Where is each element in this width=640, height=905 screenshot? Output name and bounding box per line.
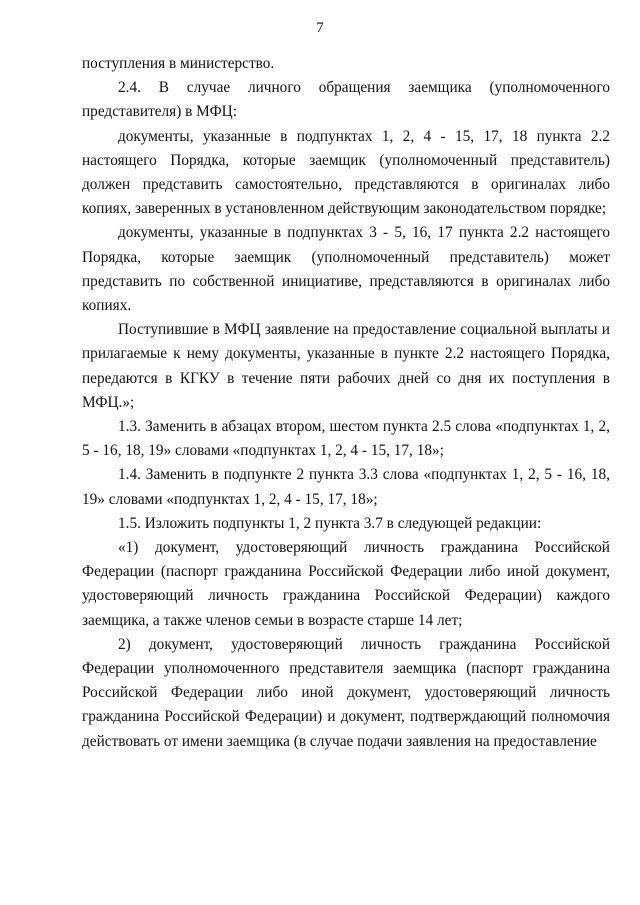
paragraph-mfc-transfer: Поступившие в МФЦ заявление на предоставление социальной выплаты и прилагаемые к нему документы, указанные в пункте 2.2 настоящего Порядка, передаются в КГКУ в течение пяти рабочих дней со дня их поступления в МФЦ.»; bbox=[82, 321, 610, 411]
paragraph-1-3: 1.3. Заменить в абзацах втором, шестом пункта 2.5 слова «подпунктах 1, 2, 5 - 16, 18, 19» словами «подпунктах 1, 2, 4 - 15, 17, 18»; bbox=[82, 418, 610, 460]
paragraph-2-4: 2.4. В случае личного обращения заемщика (уполномоченного представителя) в МФЦ: bbox=[82, 79, 610, 121]
page-number: 7 bbox=[316, 20, 324, 36]
document-body bbox=[82, 52, 610, 754]
paragraph-documents-optional: документы, указанные в подпунктах 3 - 5, 16, 17 пункта 2.2 настоящего Порядка, которые заемщик (уполномоченный представитель) может представить по собственной инициативе, представляются в оригиналах либо копиях. bbox=[82, 224, 610, 315]
paragraph-1-5: 1.5. Изложить подпункты 1, 2 пункта 3.7 в следующей редакции: bbox=[118, 514, 542, 532]
paragraph-subitem-2: 2) документ, удостоверяющий личность гражданина Российской Федерации уполномоченного представителя заемщика (паспорт гражданина Российской Федерации либо иной документ, удостоверяющий личность гражданина Российской Федерации) и документ, подтверждающий полномочия действовать от имени заемщика (в случае подачи заявления на предоставление bbox=[82, 635, 610, 750]
paragraph-continuation: поступления в министерство. bbox=[82, 55, 275, 72]
paragraph-subitem-1: «1) документ, удостоверяющий личность гражданина Российской Федерации (паспорт гражданина Российской Федерации либо иной документ, удостоверяющий личность гражданина Российской Федерации) каждого заемщика, а также членов семьи в возрасте старше 14 лет; bbox=[82, 539, 610, 629]
paragraph-1-4: 1.4. Заменить в подпункте 2 пункта 3.3 слова «подпунктах 1, 2, 5 - 16, 18, 19» словами «подпунктах 1, 2, 4 - 15, 17, 18»; bbox=[82, 466, 610, 508]
paragraph-documents-required: документы, указанные в подпунктах 1, 2, 4 - 15, 17, 18 пункта 2.2 настоящего Порядка, которые заемщик (уполномоченный представитель) должен представить самостоятельно, представляются в оригиналах либо копиях, заверенных в установленном действующим законодательством порядке; bbox=[82, 127, 610, 218]
